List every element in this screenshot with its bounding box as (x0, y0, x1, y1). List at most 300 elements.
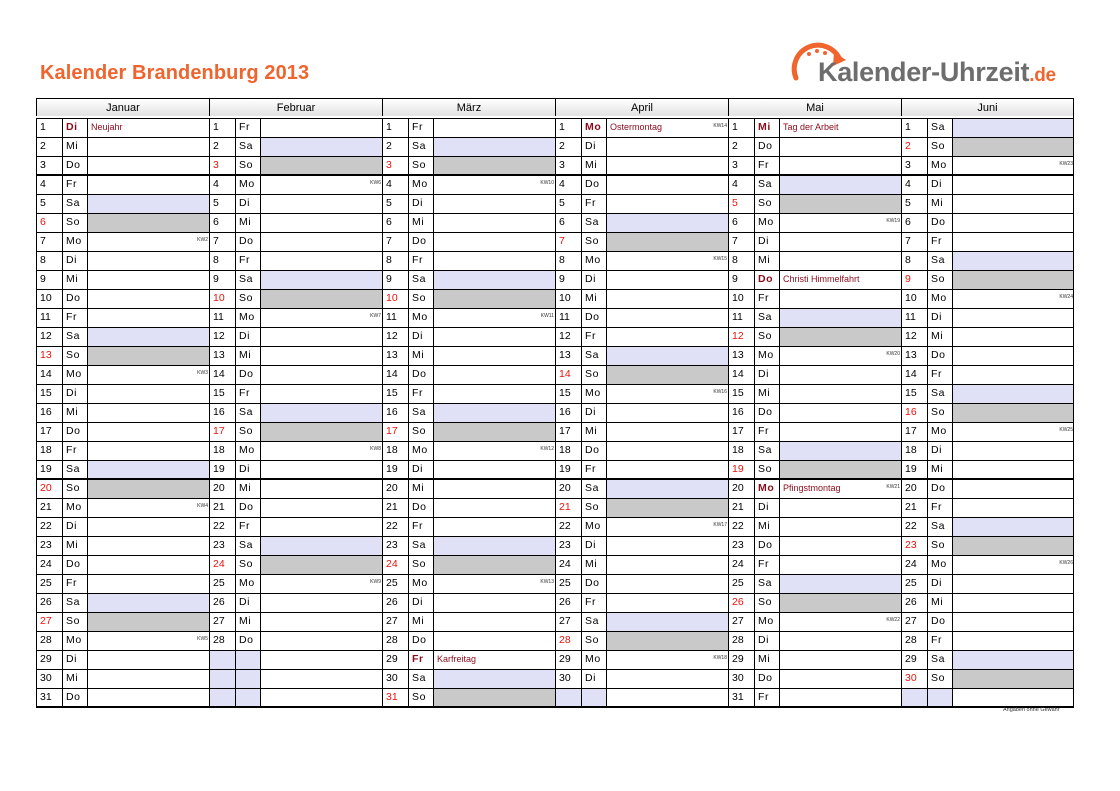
weekday-name: Fr (754, 422, 779, 441)
weekday-name: Di (581, 403, 606, 422)
weekday-name: So (754, 593, 779, 612)
day-info (260, 137, 382, 156)
day-info (260, 270, 382, 289)
weekday-name: Do (62, 555, 87, 574)
weekday-name: Do (581, 574, 606, 593)
day-info (606, 156, 728, 175)
weekday-name: Fr (927, 232, 952, 251)
day-info (606, 175, 728, 194)
day-number: 22 (209, 517, 235, 536)
day-info (952, 156, 1074, 175)
weekday-name: Di (408, 194, 433, 213)
day-info (952, 650, 1074, 669)
row-rule (36, 308, 1074, 309)
weekday-name: Mi (754, 251, 779, 270)
day-info (606, 498, 728, 517)
day-number: 25 (555, 574, 581, 593)
weekday-name: Do (754, 403, 779, 422)
day-number: 21 (382, 498, 408, 517)
month-header: April (555, 98, 728, 116)
row-rule (36, 593, 1074, 594)
weekday-name: Di (235, 327, 260, 346)
day-number: 7 (382, 232, 408, 251)
weekday-name: Do (235, 498, 260, 517)
weekday-name: Di (754, 631, 779, 650)
day-number: 19 (36, 460, 62, 479)
day-number: 15 (728, 384, 754, 403)
day-info (260, 175, 382, 194)
weekday-name: Di (754, 232, 779, 251)
weekday-name: Sa (581, 213, 606, 232)
logo-tld: .de (1029, 65, 1056, 86)
day-number: 5 (36, 194, 62, 213)
day-number: 8 (382, 251, 408, 270)
day-info (87, 156, 209, 175)
day-info (952, 612, 1074, 631)
day-info (433, 688, 555, 707)
row-rule (36, 213, 1074, 214)
day-number: 27 (382, 612, 408, 631)
day-info (433, 669, 555, 688)
weekday-name (235, 669, 260, 688)
day-number: 8 (555, 251, 581, 270)
day-number: 21 (36, 498, 62, 517)
weekday-name: So (927, 536, 952, 555)
day-number: 21 (209, 498, 235, 517)
weekday-name: Mo (754, 213, 779, 232)
day-info (952, 118, 1074, 137)
weekday-name: Sa (235, 536, 260, 555)
day-info (606, 688, 728, 707)
weekday-name: Mo (927, 289, 952, 308)
weekday-name: Mi (581, 422, 606, 441)
day-number: 27 (555, 612, 581, 631)
day-info (779, 232, 901, 251)
day-info (779, 536, 901, 555)
day-info (260, 308, 382, 327)
day-info (87, 479, 209, 498)
weekday-name: Sa (754, 574, 779, 593)
day-info (779, 422, 901, 441)
week-number: KW21 (886, 484, 900, 490)
week-number: KW12 (540, 446, 554, 452)
day-number: 10 (728, 289, 754, 308)
weekday-name: Fr (927, 365, 952, 384)
day-info (87, 308, 209, 327)
day-info (779, 137, 901, 156)
day-info (606, 251, 728, 270)
day-number: 24 (36, 555, 62, 574)
weekday-name: Di (62, 251, 87, 270)
day-number: 24 (555, 555, 581, 574)
day-info (606, 213, 728, 232)
weekday-name: Mo (581, 517, 606, 536)
day-info (87, 384, 209, 403)
day-number: 2 (728, 137, 754, 156)
weekday-name: So (235, 289, 260, 308)
day-number: 2 (36, 137, 62, 156)
weekday-name (235, 688, 260, 707)
row-rule (36, 612, 1074, 613)
day-info (433, 631, 555, 650)
day-info (433, 593, 555, 612)
day-number: 11 (901, 308, 927, 327)
weekday-name: So (927, 669, 952, 688)
day-info (87, 346, 209, 365)
week-number: KW10 (540, 180, 554, 186)
week-number: KW2 (197, 237, 208, 243)
site-logo[interactable] (788, 38, 1078, 90)
weekday-name: Do (927, 213, 952, 232)
weekday-name: Mo (581, 384, 606, 403)
day-info (606, 460, 728, 479)
day-info (260, 669, 382, 688)
weekday-name: Mi (235, 479, 260, 498)
day-number: 3 (36, 156, 62, 175)
day-number: 21 (555, 498, 581, 517)
day-info (606, 137, 728, 156)
day-info (952, 669, 1074, 688)
day-info (433, 118, 555, 137)
day-number: 31 (382, 688, 408, 707)
day-number: 29 (555, 650, 581, 669)
day-number: 3 (728, 156, 754, 175)
weekday-name: Do (408, 232, 433, 251)
row-rule (36, 232, 1074, 233)
day-number: 12 (209, 327, 235, 346)
day-number: 18 (901, 441, 927, 460)
day-info (260, 251, 382, 270)
weekday-name: So (408, 422, 433, 441)
weekday-name: Mo (62, 365, 87, 384)
day-number: 28 (728, 631, 754, 650)
day-info (779, 118, 901, 137)
weekday-name: Di (927, 175, 952, 194)
day-number: 13 (382, 346, 408, 365)
day-number: 29 (382, 650, 408, 669)
day-number: 31 (728, 688, 754, 707)
day-number: 2 (382, 137, 408, 156)
day-number: 6 (36, 213, 62, 232)
day-info (87, 403, 209, 422)
day-info (779, 574, 901, 593)
day-number: 10 (901, 289, 927, 308)
day-number: 1 (36, 118, 62, 137)
holiday-name: Pfingstmontag (783, 483, 841, 493)
day-number (209, 650, 235, 669)
day-number: 7 (209, 232, 235, 251)
day-info (87, 650, 209, 669)
day-info (779, 346, 901, 365)
weekday-name: Mi (754, 118, 779, 137)
day-number: 18 (36, 441, 62, 460)
day-number: 6 (382, 213, 408, 232)
weekday-name: Mo (235, 175, 260, 194)
day-number: 22 (555, 517, 581, 536)
day-number: 7 (728, 232, 754, 251)
weekday-name: Mi (581, 289, 606, 308)
day-number: 21 (901, 498, 927, 517)
day-info (779, 270, 901, 289)
day-number: 4 (209, 175, 235, 194)
day-info (87, 593, 209, 612)
day-info (260, 631, 382, 650)
day-info (433, 536, 555, 555)
day-info (433, 232, 555, 251)
day-number: 15 (555, 384, 581, 403)
week-number: KW18 (713, 655, 727, 661)
day-info (87, 213, 209, 232)
day-number: 25 (901, 574, 927, 593)
row-rule (36, 441, 1074, 442)
day-info (779, 460, 901, 479)
day-number: 10 (36, 289, 62, 308)
weekday-name: Mo (408, 308, 433, 327)
day-info (433, 251, 555, 270)
day-info (952, 403, 1074, 422)
day-number: 17 (901, 422, 927, 441)
weekday-name: Mi (754, 384, 779, 403)
weekday-name: Sa (62, 460, 87, 479)
day-number: 1 (382, 118, 408, 137)
day-info (952, 536, 1074, 555)
day-info (260, 194, 382, 213)
weekday-name: Di (62, 650, 87, 669)
day-number: 30 (728, 669, 754, 688)
day-number: 23 (901, 536, 927, 555)
day-number: 16 (209, 403, 235, 422)
weekday-name: Di (754, 365, 779, 384)
day-number: 24 (728, 555, 754, 574)
day-info (433, 574, 555, 593)
week-number: KW9 (370, 579, 381, 585)
logo-name: Kalender-Uhrzeit (818, 57, 1030, 87)
day-number: 8 (728, 251, 754, 270)
day-info (260, 593, 382, 612)
logo-wordmark (818, 57, 1056, 88)
day-number: 5 (382, 194, 408, 213)
day-info (952, 308, 1074, 327)
day-info (606, 422, 728, 441)
day-number: 22 (382, 517, 408, 536)
day-number: 3 (209, 156, 235, 175)
day-info (87, 631, 209, 650)
day-number: 5 (209, 194, 235, 213)
weekday-name: Fr (581, 460, 606, 479)
day-number: 11 (555, 308, 581, 327)
week-number: KW25 (1059, 427, 1073, 433)
day-info (952, 232, 1074, 251)
day-number: 1 (555, 118, 581, 137)
weekday-name: Do (408, 498, 433, 517)
weekday-name: Do (62, 289, 87, 308)
page-title: Kalender Brandenburg 2013 (40, 62, 310, 84)
day-info (433, 308, 555, 327)
day-info (779, 688, 901, 707)
weekday-name: Mi (408, 213, 433, 232)
holiday-name: Ostermontag (610, 122, 663, 132)
day-info (260, 403, 382, 422)
day-number: 9 (36, 270, 62, 289)
day-number: 12 (728, 327, 754, 346)
day-number: 13 (209, 346, 235, 365)
day-info (87, 460, 209, 479)
day-number: 23 (728, 536, 754, 555)
row-rule (36, 650, 1074, 651)
day-info (260, 650, 382, 669)
weekday-name: Di (235, 593, 260, 612)
week-number: KW15 (713, 256, 727, 262)
weekday-name: Fr (408, 118, 433, 137)
day-number: 30 (382, 669, 408, 688)
day-info (260, 555, 382, 574)
day-info (779, 156, 901, 175)
day-number: 14 (36, 365, 62, 384)
day-info (260, 327, 382, 346)
weekday-name (235, 650, 260, 669)
day-number: 13 (901, 346, 927, 365)
day-info (260, 536, 382, 555)
day-info (433, 422, 555, 441)
day-info (87, 327, 209, 346)
day-info (606, 517, 728, 536)
week-number: KW13 (540, 579, 554, 585)
day-number: 2 (901, 137, 927, 156)
day-info (779, 327, 901, 346)
weekday-name: Sa (927, 517, 952, 536)
day-number: 6 (901, 213, 927, 232)
weekday-name: Do (581, 175, 606, 194)
day-info (433, 194, 555, 213)
day-info (433, 327, 555, 346)
day-info (87, 612, 209, 631)
weekday-name (927, 688, 952, 707)
weekday-name: Sa (581, 612, 606, 631)
weekday-name: Do (235, 232, 260, 251)
day-info (87, 669, 209, 688)
weekday-name: So (581, 631, 606, 650)
weekday-name: So (927, 270, 952, 289)
day-info (433, 460, 555, 479)
row-rule (36, 422, 1074, 423)
day-info (433, 555, 555, 574)
day-number: 19 (209, 460, 235, 479)
day-number: 11 (36, 308, 62, 327)
row-rule (36, 517, 1074, 518)
weekday-name: Sa (235, 270, 260, 289)
weekday-name: Fr (927, 498, 952, 517)
weekday-name: Fr (235, 251, 260, 270)
day-info (779, 593, 901, 612)
weekday-name: Mi (581, 156, 606, 175)
day-info (952, 422, 1074, 441)
holiday-name: Christi Himmelfahrt (783, 274, 860, 284)
day-number: 26 (901, 593, 927, 612)
day-info (952, 213, 1074, 232)
day-number: 5 (728, 194, 754, 213)
day-number: 6 (728, 213, 754, 232)
day-info (87, 194, 209, 213)
day-number: 12 (36, 327, 62, 346)
month-header: Juni (901, 98, 1074, 116)
day-info (433, 498, 555, 517)
day-number: 26 (36, 593, 62, 612)
weekday-name: Mi (62, 536, 87, 555)
day-info (433, 650, 555, 669)
day-info (779, 289, 901, 308)
weekday-name: Di (62, 517, 87, 536)
day-info (260, 441, 382, 460)
row-rule (36, 194, 1074, 195)
day-number: 12 (901, 327, 927, 346)
weekday-name: Do (581, 441, 606, 460)
month-header: Januar (36, 98, 209, 116)
weekday-name: Mo (408, 574, 433, 593)
weekday-name: Fr (754, 289, 779, 308)
day-number: 26 (728, 593, 754, 612)
weekday-name: Fr (62, 574, 87, 593)
weekday-name: Mi (62, 403, 87, 422)
row-rule (36, 555, 1074, 556)
day-number (555, 688, 581, 707)
day-info (779, 175, 901, 194)
weekday-name (581, 688, 606, 707)
week-number: KW8 (370, 446, 381, 452)
day-info (260, 612, 382, 631)
day-number: 16 (901, 403, 927, 422)
day-number: 25 (382, 574, 408, 593)
day-info (606, 441, 728, 460)
weekday-name: Do (235, 365, 260, 384)
day-number: 28 (382, 631, 408, 650)
day-info (260, 365, 382, 384)
day-number: 28 (901, 631, 927, 650)
day-number: 26 (382, 593, 408, 612)
weekday-name: Sa (408, 669, 433, 688)
day-number: 4 (555, 175, 581, 194)
weekday-name: Sa (581, 346, 606, 365)
day-number: 25 (728, 574, 754, 593)
day-info (433, 479, 555, 498)
week-number: KW19 (886, 218, 900, 224)
weekday-name: Di (235, 460, 260, 479)
weekday-name: Do (62, 688, 87, 707)
day-info (606, 384, 728, 403)
month-header: Mai (728, 98, 901, 116)
day-number: 9 (382, 270, 408, 289)
weekday-name: Di (408, 460, 433, 479)
holiday-name: Tag der Arbeit (783, 122, 839, 132)
weekday-name: Sa (927, 650, 952, 669)
day-info (606, 479, 728, 498)
week-number: KW26 (1059, 560, 1073, 566)
day-info (606, 631, 728, 650)
day-info (952, 194, 1074, 213)
weekday-name: Do (235, 631, 260, 650)
weekday-name: Sa (927, 118, 952, 137)
day-number: 20 (36, 479, 62, 498)
disclaimer: Angaben ohne Gewähr (1003, 707, 1060, 713)
weekday-name: Mi (927, 194, 952, 213)
day-number: 23 (36, 536, 62, 555)
weekday-name: So (235, 156, 260, 175)
day-number: 17 (728, 422, 754, 441)
row-rule (36, 174, 1074, 176)
weekday-name: Fr (754, 555, 779, 574)
day-number: 30 (555, 669, 581, 688)
day-number: 3 (382, 156, 408, 175)
weekday-name: Di (581, 536, 606, 555)
